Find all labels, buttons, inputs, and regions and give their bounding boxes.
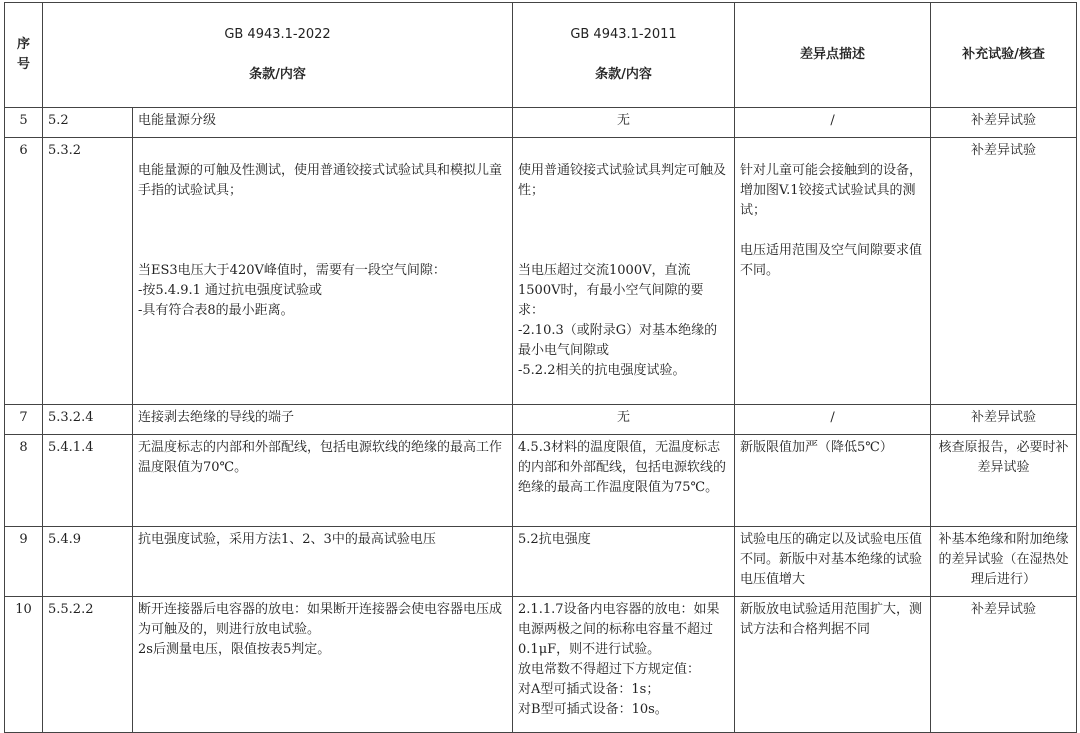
row-no: 5 (5, 108, 43, 138)
row-diff: / (735, 108, 931, 138)
row-old-content: 无 (513, 405, 735, 435)
row-new-content: 连接剥去绝缘的导线的端子 (133, 405, 513, 435)
header-diff: 差异点描述 (735, 3, 931, 108)
row-diff-part-b: 电压适用范围及空气间隙要求值不同。 (740, 243, 923, 278)
table-row (5, 597, 1077, 733)
header-no: 序 号 (5, 3, 43, 108)
header-old-std-title: GB 4943.1-2011 (570, 27, 677, 42)
row-action: 补基本绝缘和附加绝缘的差异试验（在湿热处理后进行） (931, 527, 1077, 597)
row-no: 9 (5, 527, 43, 597)
comparison-table (4, 2, 1077, 733)
row-new-content (133, 138, 513, 405)
table-row (5, 405, 1077, 435)
row-new-content-part-b: 当ES3电压大于420V峰值时，需要有一段空气间隙： -按5.4.9.1 通过抗电强度试验或 -具有符合表8的最小距离。 (138, 263, 446, 318)
row-diff: 新版限值加严（降低5℃） (735, 435, 931, 527)
row-diff (735, 138, 931, 405)
header-row (5, 3, 1077, 108)
row-old-content-part-b: 当电压超过交流1000V，直流1500V时，有最小空气间隙的要求： -2.10.3（或附录G）对基本绝缘的最小电气间隙或 -5.2.2相关的抗电强度试验。 (518, 263, 718, 378)
row-no: 10 (5, 597, 43, 733)
row-action: 补差异试验 (931, 597, 1077, 733)
table-row (5, 138, 1077, 405)
row-diff-part-a: 针对儿童可能会接触到的设备，增加图V.1铰接式试验试具的测试； (740, 163, 923, 218)
header-action: 补充试验/核查 (931, 3, 1077, 108)
row-diff: / (735, 405, 931, 435)
row-new-content: 电能量源分级 (133, 108, 513, 138)
header-old-std-sub: 条款/内容 (595, 67, 652, 82)
row-action: 补差异试验 (931, 138, 1077, 405)
header-new-std-title: GB 4943.1-2022 (224, 27, 331, 42)
row-no: 7 (5, 405, 43, 435)
table-row (5, 435, 1077, 527)
row-clause: 5.3.2 (43, 138, 133, 405)
row-diff: 新版放电试验适用范围扩大，测试方法和合格判据不同 (735, 597, 931, 733)
row-clause: 5.4.9 (43, 527, 133, 597)
table-row (5, 527, 1077, 597)
row-clause: 5.5.2.2 (43, 597, 133, 733)
row-no: 6 (5, 138, 43, 405)
row-action: 补差异试验 (931, 405, 1077, 435)
row-old-content: 4.5.3材料的温度限值，无温度标志的内部和外部配线，包括电源软线的绝缘的最高工作温度限值为75℃。 (513, 435, 735, 527)
row-action: 核查原报告，必要时补差异试验 (931, 435, 1077, 527)
row-new-content: 无温度标志的内部和外部配线，包括电源软线的绝缘的最高工作温度限值为70℃。 (133, 435, 513, 527)
row-old-content (513, 138, 735, 405)
row-action: 补差异试验 (931, 108, 1077, 138)
header-old-standard (513, 3, 735, 108)
header-new-std-sub: 条款/内容 (249, 67, 306, 82)
row-old-content: 2.1.1.7设备内电容器的放电：如果电源两极之间的标称电容量不超过0.1μF，则不进行试验。 放电常数不得超过下方规定值： 对A型可插式设备：1s； 对B型可插式设备：10s。 (513, 597, 735, 733)
row-new-content: 断开连接器后电容器的放电：如果断开连接器会使电容器电压成为可触及的，则进行放电试验。 2s后测量电压，限值按表5判定。 (133, 597, 513, 733)
row-clause: 5.3.2.4 (43, 405, 133, 435)
row-old-content: 无 (513, 108, 735, 138)
row-clause: 5.2 (43, 108, 133, 138)
table-row (5, 108, 1077, 138)
row-diff: 试验电压的确定以及试验电压值不同。新版中对基本绝缘的试验电压值增大 (735, 527, 931, 597)
row-no: 8 (5, 435, 43, 527)
row-old-content: 5.2抗电强度 (513, 527, 735, 597)
row-new-content-part-a: 电能量源的可触及性测试，使用普通铰接式试验试具和模拟儿童手指的试验试具； (138, 163, 503, 198)
row-new-content: 抗电强度试验，采用方法1、2、3中的最高试验电压 (133, 527, 513, 597)
row-clause: 5.4.1.4 (43, 435, 133, 527)
row-old-content-part-a: 使用普通铰接式试验试具判定可触及性； (518, 163, 727, 198)
header-new-standard (43, 3, 513, 108)
